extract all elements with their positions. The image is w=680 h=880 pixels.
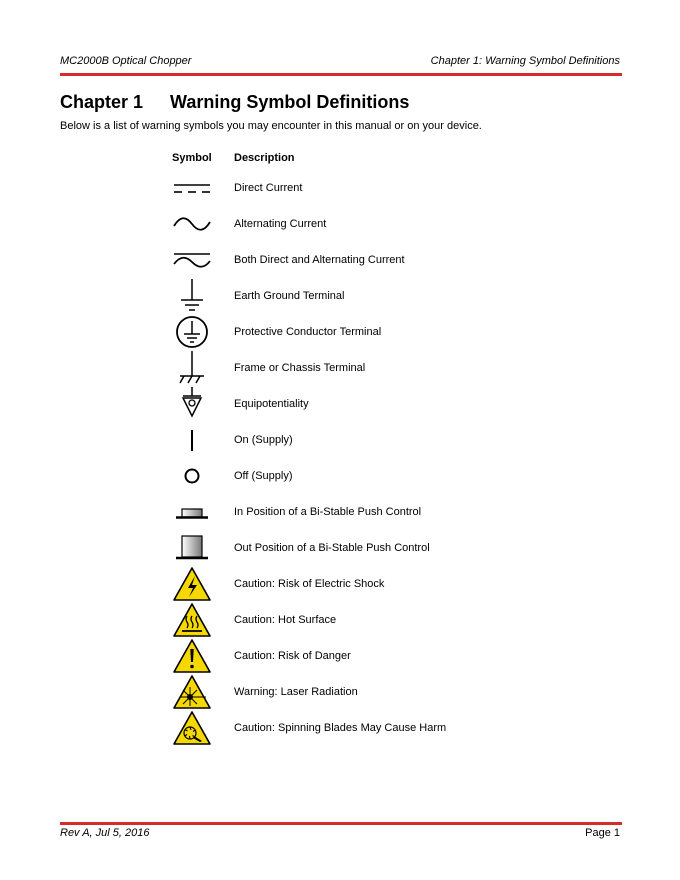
table-row (0, 314, 680, 350)
table-row (0, 602, 680, 638)
spinning-blades-icon (172, 710, 212, 746)
header-chapter-title: Chapter 1: Warning Symbol Definitions (430, 55, 620, 67)
table-row (0, 638, 680, 674)
dc-ac-icon (172, 242, 212, 278)
symbol-description: Alternating Current (234, 218, 327, 230)
chapter-heading (60, 92, 409, 113)
alternating-current-icon (172, 206, 212, 242)
symbol-description: Caution: Risk of Danger (234, 650, 351, 662)
table-row (0, 386, 680, 422)
symbol-description: On (Supply) (234, 434, 293, 446)
table-row (0, 494, 680, 530)
chapter-number: Chapter 1 (60, 92, 144, 112)
symbol-description: In Position of a Bi-Stable Push Control (234, 506, 422, 518)
equipotentiality-icon (172, 386, 212, 422)
direct-current-icon (172, 170, 212, 206)
hot-surface-icon (172, 602, 212, 638)
protective-conductor-icon (172, 314, 212, 350)
off-supply-icon (172, 458, 212, 494)
danger-icon (172, 638, 212, 674)
chassis-terminal-icon (172, 350, 212, 386)
page-number: Page 1 (585, 827, 620, 839)
symbol-description: Caution: Spinning Blades May Cause Harm (234, 722, 447, 734)
footer-revision: Rev A, Jul 5, 2016 (60, 827, 150, 839)
table-row (0, 566, 680, 602)
symbol-description: Protective Conductor Terminal (234, 326, 382, 338)
chapter-intro: Below is a list of warning symbols you may encounter in this manual or on your device. (60, 120, 482, 132)
header-document-title: MC2000B Optical Chopper (60, 55, 192, 67)
header-rule (60, 73, 622, 76)
table-row (0, 674, 680, 710)
laser-radiation-icon (172, 674, 212, 710)
footer-rule (60, 822, 622, 825)
earth-ground-icon (172, 278, 212, 314)
symbol-description: Caution: Hot Surface (234, 614, 337, 626)
symbol-description: Out Position of a Bi-Stable Push Control (234, 542, 430, 554)
push-out-icon (172, 530, 212, 566)
symbol-description: Caution: Risk of Electric Shock (234, 578, 385, 590)
symbol-description: Equipotentiality (234, 398, 309, 410)
table-row (0, 422, 680, 458)
symbol-description: Off (Supply) (234, 470, 293, 482)
symbol-description: Frame or Chassis Terminal (234, 362, 366, 374)
on-supply-icon (172, 422, 212, 458)
table-row (0, 350, 680, 386)
symbol-description: Warning: Laser Radiation (234, 686, 358, 698)
table-row (0, 278, 680, 314)
table-row (0, 242, 680, 278)
symbol-description: Both Direct and Alternating Current (234, 254, 405, 266)
table-row (0, 458, 680, 494)
chapter-title: Warning Symbol Definitions (170, 92, 410, 112)
push-in-icon (172, 494, 212, 530)
table-row (0, 170, 680, 206)
electric-shock-icon (172, 566, 212, 602)
column-header-symbol: Symbol (172, 152, 212, 164)
table-row (0, 530, 680, 566)
symbol-description: Earth Ground Terminal (234, 290, 345, 302)
symbol-description: Direct Current (234, 182, 303, 194)
table-row (0, 206, 680, 242)
column-header-description: Description (234, 152, 295, 164)
table-row (0, 710, 680, 746)
